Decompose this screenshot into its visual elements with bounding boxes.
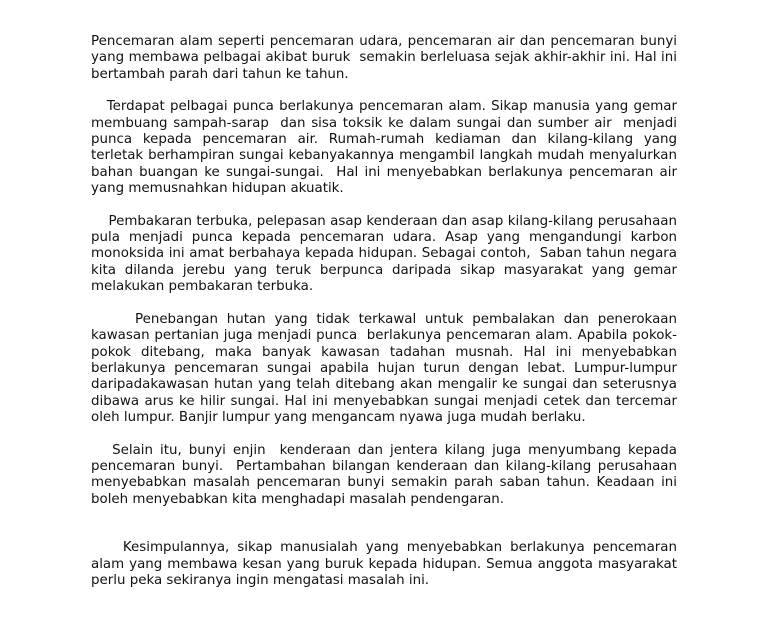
document-body [91,34,682,589]
paragraph-conclusion: Kesimpulannya, sikap manusialah yang menyebabkan berlakunya pencemaran alam yang membawa kesan yang buruk kepada hidupan. Semua anggota masyarakat perlu peka sekiranya ingin mengatasi masalah ini. [91,540,682,588]
paragraph-water-pollution: Terdapat pelbagai punca berlakunya pencemaran alam. Sikap manusia yang gemar membuang sampah-sarap dan sisa toksik ke dalam sungai dan sumber air menjadi punca kepada pencemaran air. Rumah-rumah kediaman dan kilang-kilang yang terletak berhampiran sungai kebanyakannya mengambil langkah mudah menyalurkan bahan buangan ke sungai-sungai. Hal ini menyebabkan berlakunya pencemaran air yang memusnahkan hidupan akuatik. [91,99,682,197]
paragraph-deforestation: Penebangan hutan yang tidak terkawal untuk pembalakan dan penerokaan kawasan pertanian juga menjadi punca berlakunya pencemaran alam. Apabila pokok-pokok ditebang, maka banyak kawasan tadahan musnah. Hal ini menyebabkan berlakunya pencemaran sungai apabila hujan turun dengan lebat. Lumpur-lumpur daripadakawasan hutan yang telah ditebang akan mengalir ke sungai dan seterusnya dibawa arus ke hilir sungai. Hal ini menyebabkan sungai menjadi cetek dan tercemar oleh lumpur. Banjir lumpur yang mengancam nyawa juga mudah berlaku. [91,311,682,426]
paragraph-air-pollution: Pembakaran terbuka, pelepasan asap kenderaan dan asap kilang-kilang perusahaan pula menjadi punca kepada pencemaran udara. Asap yang mengandungi karbon monoksida ini amat berbahaya kepada hidupan. Sebagai contoh, Saban tahun negara kita dilanda jerebu yang teruk berpunca daripada sikap masyarakat yang gemar melakukan pembakaran terbuka. [91,213,682,295]
paragraph-introduction: Pencemaran alam seperti pencemaran udara, pencemaran air dan pencemaran bunyi yang membawa pelbagai akibat buruk semakin berleluasa sejak akhir-akhir ini. Hal ini bertambah parah dari tahun ke tahun. [91,34,682,82]
paragraph-noise-pollution: Selain itu, bunyi enjin kenderaan dan jentera kilang juga menyumbang kepada pencemaran bunyi. Pertambahan bilangan kenderaan dan kilang-kilang perusahaan menyebabkan masalah pencemaran bunyi semakin parah saban tahun. Keadaan ini boleh menyebabkan kita menghadapi masalah pendengaran. [91,442,682,507]
